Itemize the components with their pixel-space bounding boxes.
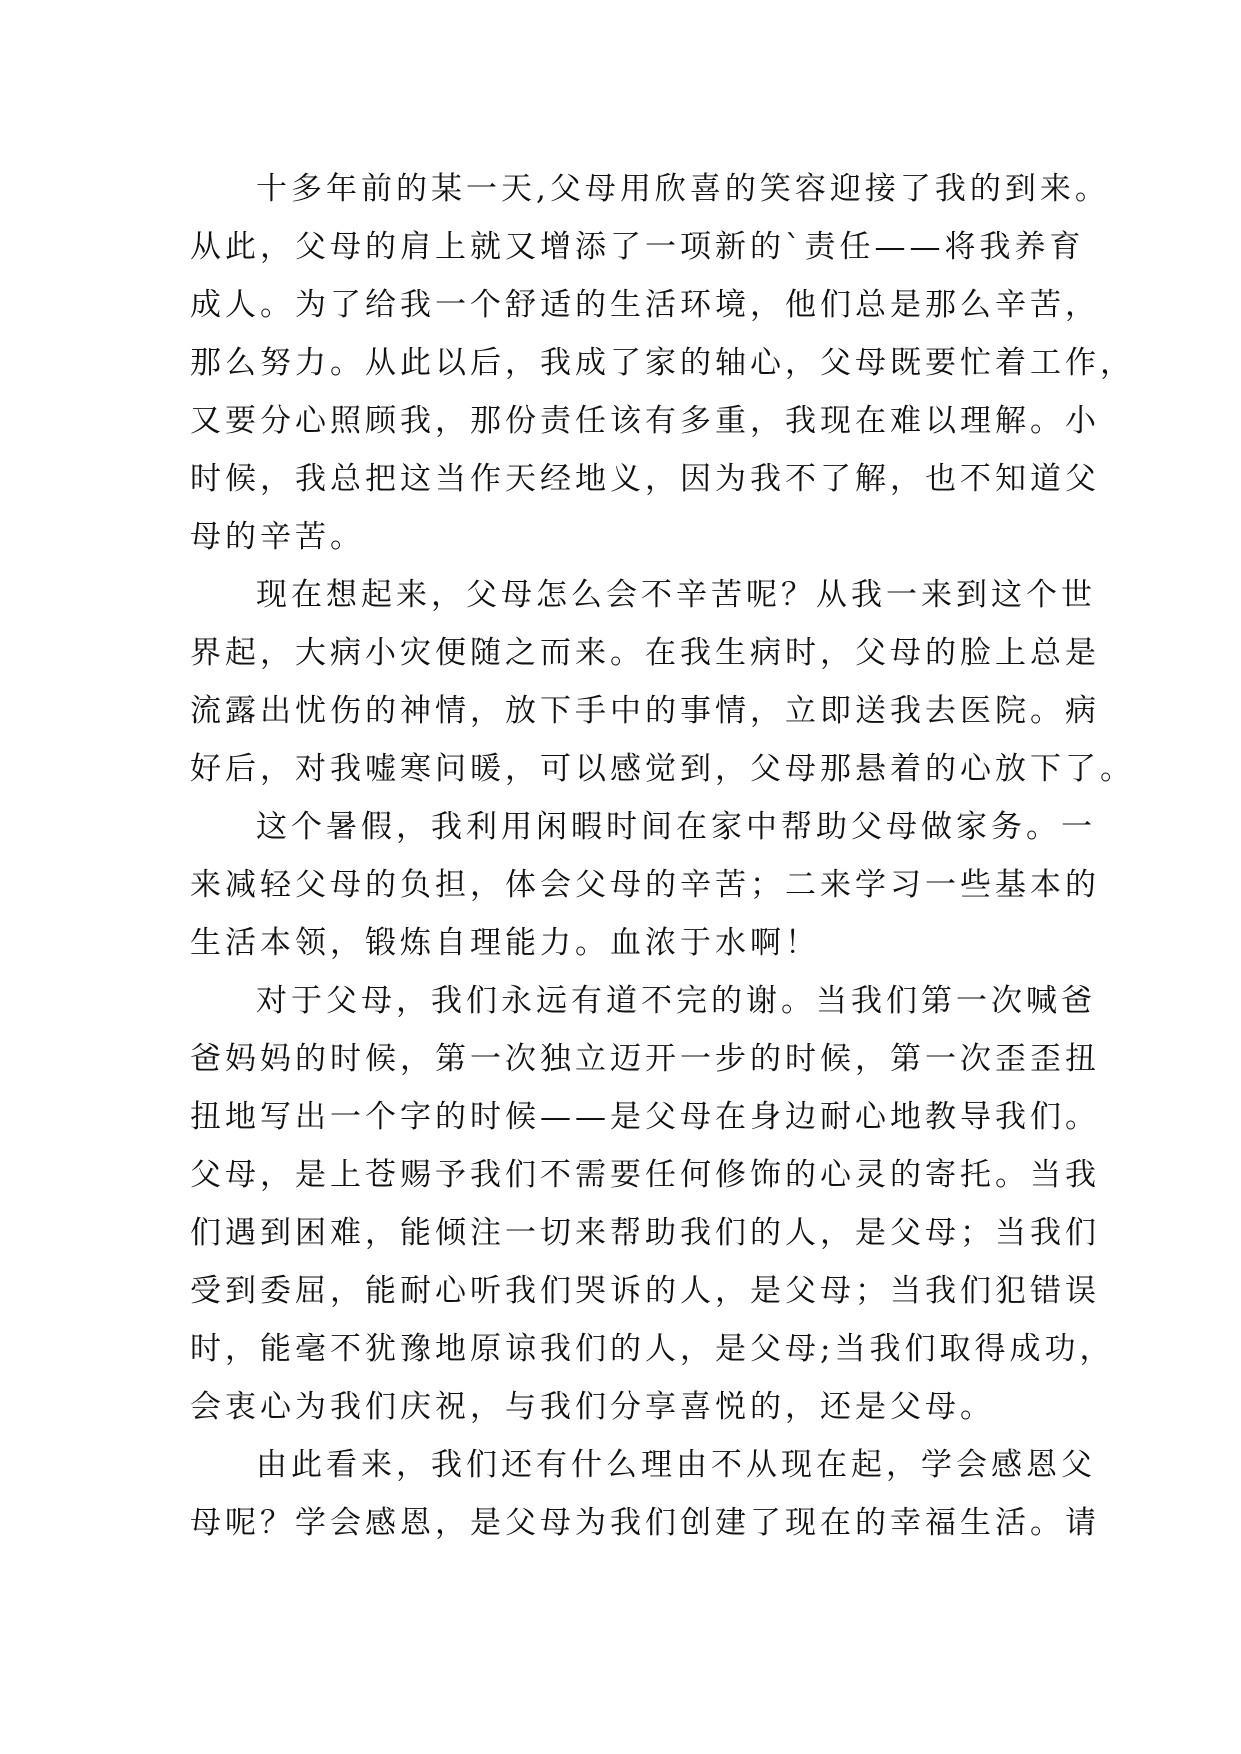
- essay-text: [190, 160, 1135, 1552]
- text-line: 爸妈妈的时候，第一次独立迈开一步的时候，第一次歪歪扭: [190, 1041, 1100, 1077]
- text-line: 们遇到困难，能倾注一切来帮助我们的人，是父母；当我们: [190, 1215, 1100, 1251]
- text-line: 好后，对我嘘寒问暖，可以感觉到，父母那悬着的心放下了。: [190, 751, 1135, 787]
- text-line: 十多年前的某一天,父母用欣喜的笑容迎接了我的到来。: [256, 171, 1110, 207]
- text-line: 又要分心照顾我，那份责任该有多重，我现在难以理解。小: [190, 403, 1100, 439]
- text-line: 受到委屈，能耐心听我们哭诉的人，是父母；当我们犯错误: [190, 1273, 1100, 1309]
- text-line: 时，能毫不犹豫地原谅我们的人，是父母;当我们取得成功，: [190, 1331, 1115, 1367]
- text-line: 流露出忧伤的神情，放下手中的事情，立即送我去医院。病: [190, 693, 1100, 729]
- text-line: 扭地写出一个字的时候——是父母在身边耐心地教导我们。: [190, 1099, 1100, 1135]
- text-line: 父母，是上苍赐予我们不需要任何修饰的心灵的寄托。当我: [190, 1157, 1100, 1193]
- text-line: 母的辛苦。: [190, 519, 365, 555]
- text-line: 这个暑假，我利用闲暇时间在家中帮助父母做家务。一: [256, 809, 1096, 845]
- text-line: 来减轻父母的负担，体会父母的辛苦；二来学习一些基本的: [190, 867, 1100, 903]
- text-line: 从此，父母的肩上就又增添了一项新的`责任——将我养育: [190, 229, 1085, 265]
- text-line: 界起，大病小灾便随之而来。在我生病时，父母的脸上总是: [190, 635, 1100, 671]
- text-line: 生活本领，锻炼自理能力。血浓于水啊！: [190, 925, 820, 961]
- text-line: 时候，我总把这当作天经地义，因为我不了解，也不知道父: [190, 461, 1100, 497]
- text-line: 那么努力。从此以后，我成了家的轴心，父母既要忙着工作，: [190, 345, 1135, 381]
- text-line: 对于父母，我们永远有道不完的谢。当我们第一次喊爸: [256, 983, 1096, 1019]
- text-line: 会衷心为我们庆祝，与我们分享喜悦的，还是父母。: [190, 1389, 995, 1425]
- text-line: 现在想起来，父母怎么会不辛苦呢？从我一来到这个世: [256, 577, 1096, 613]
- text-line: 由此看来，我们还有什么理由不从现在起，学会感恩父: [256, 1447, 1096, 1483]
- text-line: 成人。为了给我一个舒适的生活环境，他们总是那么辛苦，: [190, 287, 1100, 323]
- text-line: 母呢？学会感恩，是父母为我们创建了现在的幸福生活。请: [190, 1505, 1100, 1541]
